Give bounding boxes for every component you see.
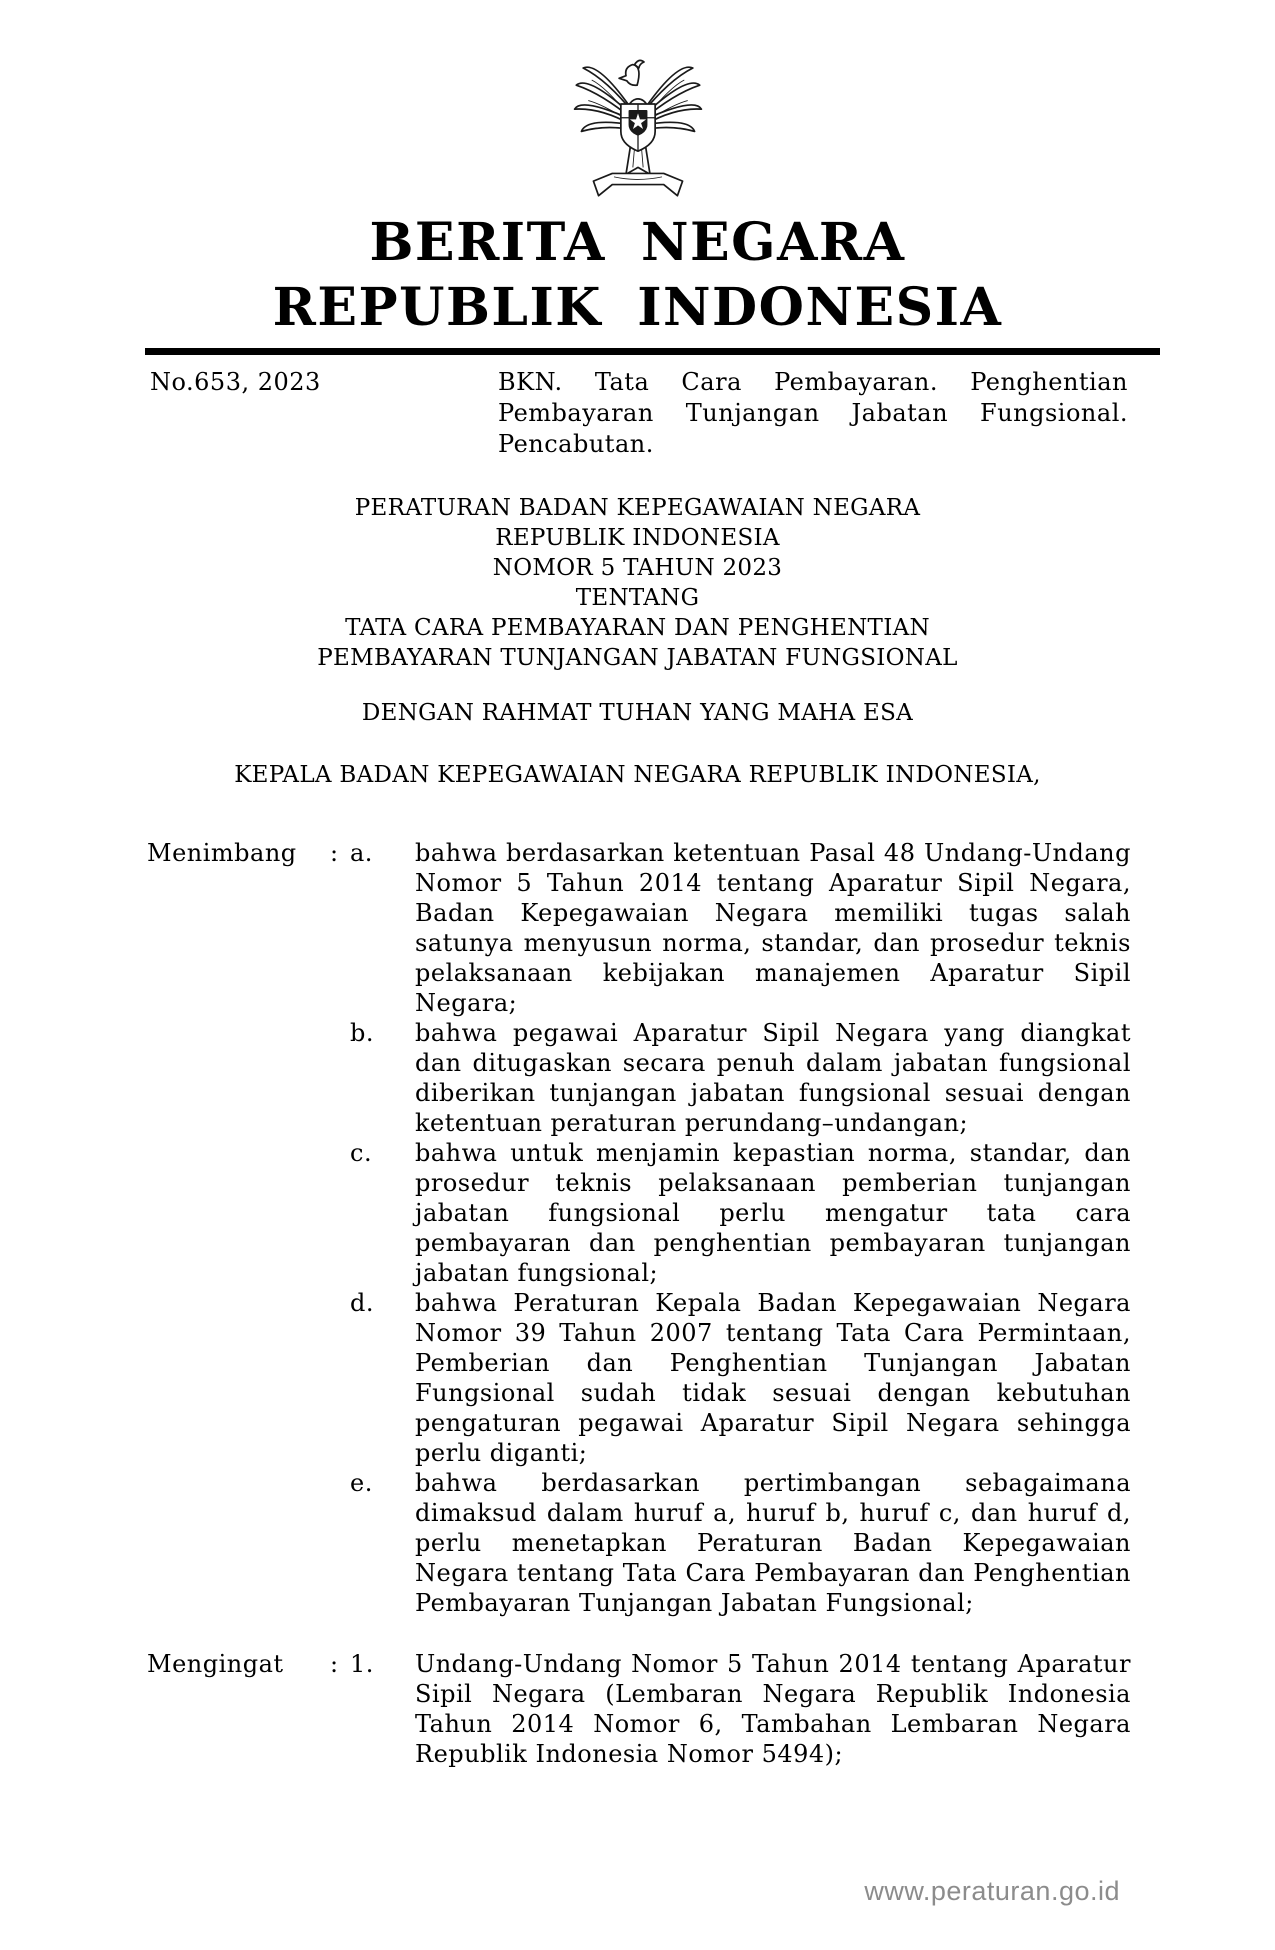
title-line-6: PEMBAYARAN TUNJANGAN JABATAN FUNGSIONAL bbox=[317, 645, 958, 671]
masthead bbox=[0, 0, 1275, 355]
garuda-pancasila-emblem bbox=[564, 56, 712, 206]
consideration-marker: a. bbox=[350, 839, 373, 867]
consideration-marker: e. bbox=[350, 1469, 373, 1497]
enacting-official-line: KEPALA BADAN KEPEGAWAIAN NEGARA REPUBLIK INDONESIA, bbox=[234, 762, 1041, 788]
legal-basis-marker: 1. bbox=[350, 1650, 374, 1678]
considerations-separator: : bbox=[330, 839, 339, 867]
legal-basis-label: Mengingat bbox=[147, 1650, 284, 1678]
consideration-item: bahwa berdasarkan ketentuan Pasal 48 Undang-Undang Nomor 5 Tahun 2014 tentang Aparatur Sipil Negara, Badan Kepegawaian Negara memiliki tugas salah satunya menyusun norma, standar, dan prosedur teknis pelaksanaan kebijakan manajemen Aparatur Sipil Negara; bbox=[415, 839, 1131, 1017]
masthead-title-line2: REPUBLIK INDONESIA bbox=[272, 277, 1003, 338]
considerations-label: Menimbang bbox=[147, 839, 297, 867]
regulation-title-block bbox=[0, 493, 1275, 673]
consideration-item: bahwa untuk menjamin kepastian norma, standar, dan prosedur teknis pelaksanaan pemberian tunjangan jabatan fungsional perlu mengatur tata cara pembayaran dan penghentian pembayaran tunjangan jabatan fungsional; bbox=[415, 1139, 1131, 1287]
considerations-section bbox=[147, 838, 1131, 1618]
masthead-title-line1: BERITA NEGARA bbox=[369, 212, 906, 273]
consideration-marker: c. bbox=[350, 1139, 373, 1167]
title-line-5: TATA CARA PEMBAYARAN DAN PENGHENTIAN bbox=[345, 615, 930, 641]
gazette-number: No.653, 2023 bbox=[150, 368, 321, 396]
consideration-item: bahwa pegawai Aparatur Sipil Negara yang diangkat dan ditugaskan secara penuh dalam jabatan fungsional diberikan tunjangan jabatan fungsional sesuai dengan ketentuan peraturan perundang–undangan; bbox=[415, 1019, 1131, 1137]
legal-basis-section bbox=[147, 1649, 1131, 1769]
consideration-marker: b. bbox=[350, 1019, 374, 1047]
legal-basis-item: Undang-Undang Nomor 5 Tahun 2014 tentang Aparatur Sipil Negara (Lembaran Negara Republik Indonesia Tahun 2014 Nomor 6, Tambahan Lembaran Negara Republik Indonesia Nomor 5494); bbox=[415, 1650, 1131, 1768]
consideration-item: bahwa berdasarkan pertimbangan sebagaimana dimaksud dalam huruf a, huruf b, huruf c, dan huruf d, perlu menetapkan Peraturan Badan Kepegawaian Negara tentang Tata Cara Pembayaran dan Penghentian Pembayaran Tunjangan Jabatan Fungsional; bbox=[415, 1469, 1131, 1617]
footer-watermark-url: www.peraturan.go.id bbox=[864, 1876, 1120, 1906]
gazette-header-row bbox=[150, 367, 1128, 460]
title-line-2: REPUBLIK INDONESIA bbox=[495, 525, 780, 551]
title-line-3: NOMOR 5 TAHUN 2023 bbox=[492, 555, 783, 581]
legal-basis-separator: : bbox=[330, 1650, 339, 1678]
title-line-1: PERATURAN BADAN KEPEGAWAIAN NEGARA bbox=[354, 495, 921, 521]
consideration-marker: d. bbox=[350, 1289, 374, 1317]
gazette-subject: BKN. Tata Cara Pembayaran. Penghentian Pembayaran Tunjangan Jabatan Fungsional. Pencabutan. bbox=[498, 368, 1128, 458]
masthead-divider bbox=[145, 348, 1160, 355]
consideration-item: bahwa Peraturan Kepala Badan Kepegawaian Negara Nomor 39 Tahun 2007 tentang Tata Cara Permintaan, Pemberian dan Penghentian Tunjangan Jabatan Fungsional sudah tidak sesuai dengan kebutuhan pengaturan pegawai Aparatur Sipil Negara sehingga perlu diganti; bbox=[415, 1289, 1131, 1467]
invocation-line: DENGAN RAHMAT TUHAN YANG MAHA ESA bbox=[361, 700, 914, 726]
title-line-4: TENTANG bbox=[575, 585, 700, 611]
